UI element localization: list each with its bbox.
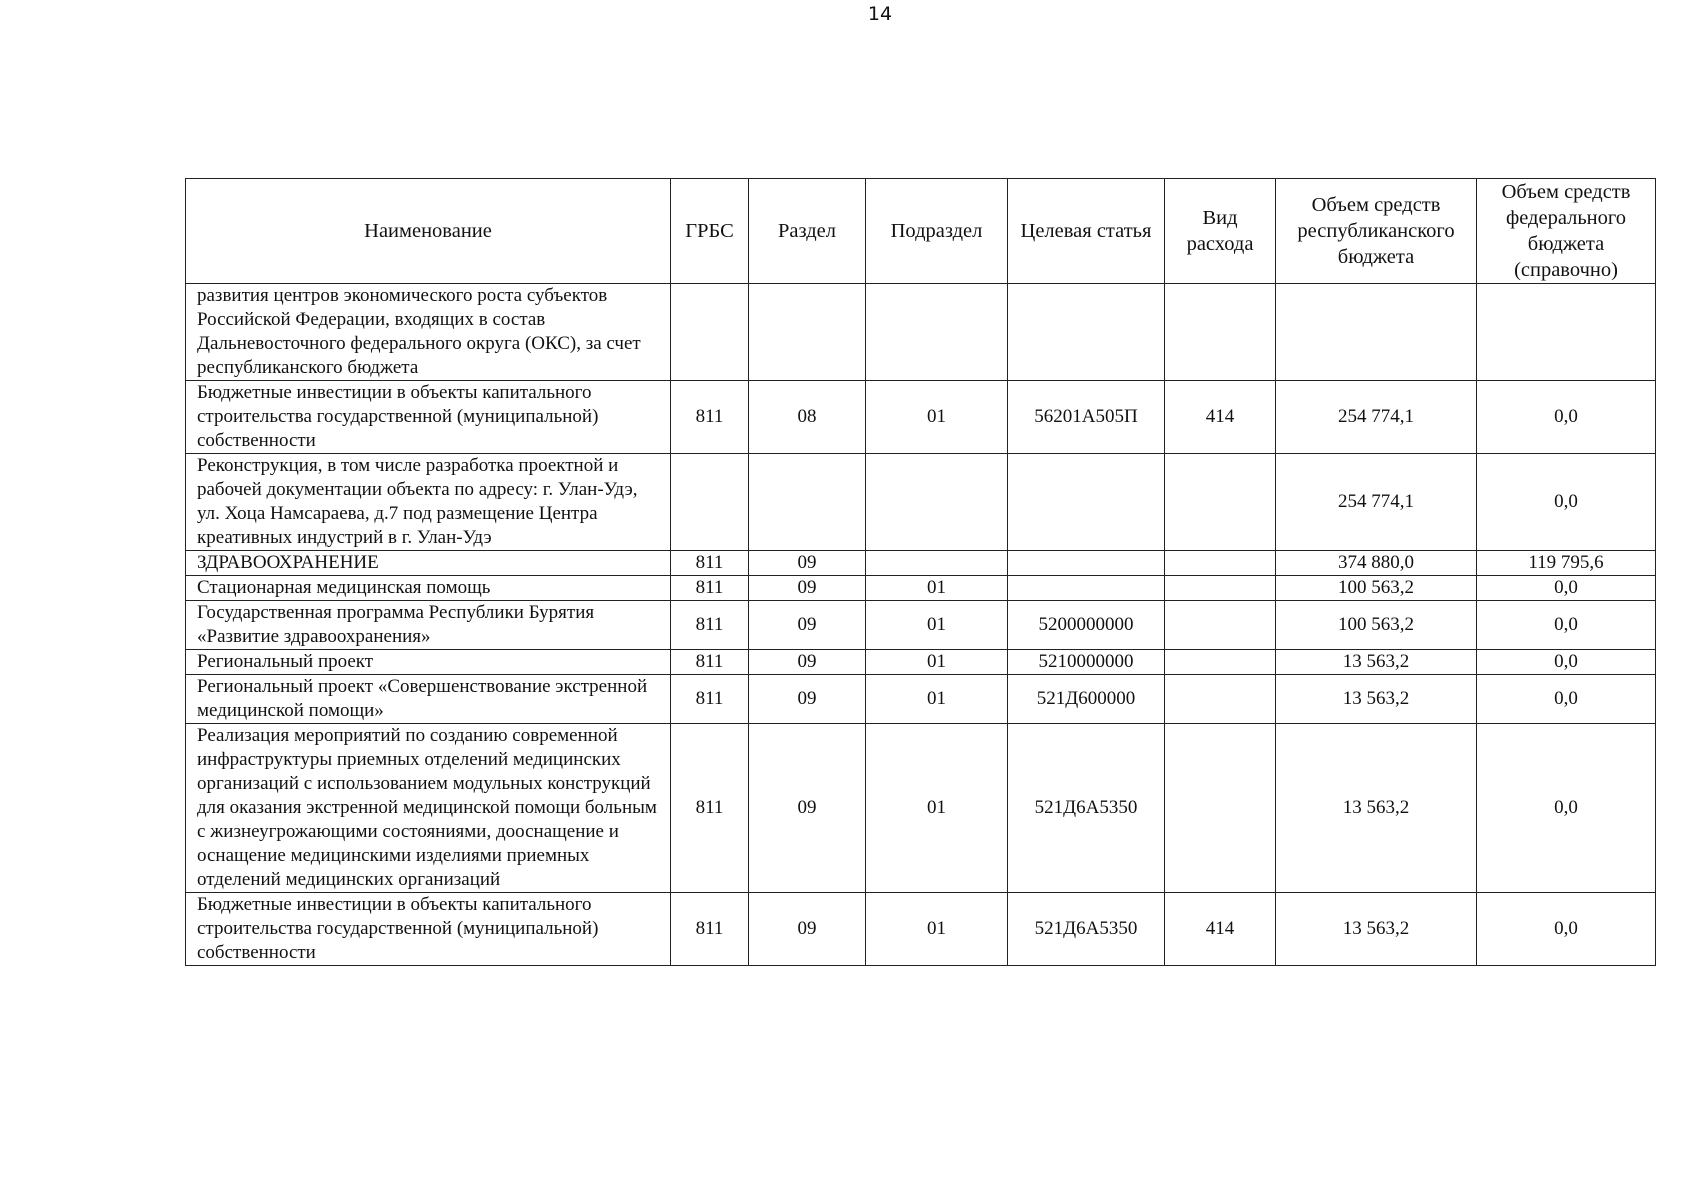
- cell-name: Реализация мероприятий по созданию современной инфраструктуры приемных отделений медицинских организаций с использованием модульных конструкций для оказания экстренной медицинской помощи больным с жизнеугрожающими состояниями, дооснащение и оснащение медицинскими изделиями приемных отделений медицинских организаций: [186, 724, 671, 893]
- cell-section: 08: [749, 381, 866, 454]
- cell-subsection: 01: [866, 893, 1008, 966]
- cell-expense-type: [1165, 284, 1276, 381]
- cell-target: 521Д6А5350: [1008, 724, 1165, 893]
- table-row: [186, 601, 1656, 650]
- cell-section: 09: [749, 650, 866, 675]
- cell-grbs: [671, 454, 749, 551]
- cell-grbs: 811: [671, 551, 749, 576]
- cell-target: [1008, 454, 1165, 551]
- cell-expense-type: [1165, 601, 1276, 650]
- table-row: [186, 381, 1656, 454]
- cell-federal-budget: 0,0: [1477, 650, 1656, 675]
- page-number: 14: [867, 3, 893, 25]
- header-republic-budget: Объем средств республиканского бюджета: [1276, 179, 1477, 284]
- cell-federal-budget: 0,0: [1477, 381, 1656, 454]
- cell-grbs: 811: [671, 650, 749, 675]
- cell-expense-type: [1165, 551, 1276, 576]
- cell-subsection: 01: [866, 724, 1008, 893]
- cell-section: [749, 454, 866, 551]
- table-row: [186, 284, 1656, 381]
- cell-federal-budget: 0,0: [1477, 576, 1656, 601]
- cell-subsection: 01: [866, 601, 1008, 650]
- cell-section: 09: [749, 576, 866, 601]
- cell-section: 09: [749, 601, 866, 650]
- cell-grbs: [671, 284, 749, 381]
- cell-federal-budget: 0,0: [1477, 601, 1656, 650]
- cell-section: 09: [749, 675, 866, 724]
- cell-grbs: 811: [671, 893, 749, 966]
- cell-name: Реконструкция, в том числе разработка проектной и рабочей документации объекта по адресу: г. Улан-Удэ, ул. Хоца Намсараева, д.7 под размещение Центра креативных индустрий в г. Улан-Удэ: [186, 454, 671, 551]
- cell-target: 521Д6А5350: [1008, 893, 1165, 966]
- cell-subsection: 01: [866, 650, 1008, 675]
- cell-republic-budget: 254 774,1: [1276, 381, 1477, 454]
- header-grbs: ГРБС: [671, 179, 749, 284]
- cell-name: Региональный проект: [186, 650, 671, 675]
- cell-target: [1008, 284, 1165, 381]
- cell-target: 5200000000: [1008, 601, 1165, 650]
- table-row: [186, 893, 1656, 966]
- cell-grbs: 811: [671, 724, 749, 893]
- header-federal-budget: Объем средств федерального бюджета (справочно): [1477, 179, 1656, 284]
- cell-subsection: 01: [866, 576, 1008, 601]
- cell-expense-type: 414: [1165, 893, 1276, 966]
- cell-federal-budget: 0,0: [1477, 454, 1656, 551]
- table-header-row: [186, 179, 1656, 284]
- cell-federal-budget: 119 795,6: [1477, 551, 1656, 576]
- budget-table: [185, 178, 1656, 966]
- cell-republic-budget: 13 563,2: [1276, 650, 1477, 675]
- table-row: [186, 650, 1656, 675]
- cell-section: 09: [749, 893, 866, 966]
- cell-federal-budget: 0,0: [1477, 675, 1656, 724]
- cell-section: 09: [749, 724, 866, 893]
- cell-target: 56201А505П: [1008, 381, 1165, 454]
- table-row: [186, 551, 1656, 576]
- cell-name: Бюджетные инвестиции в объекты капитального строительства государственной (муниципальной) собственности: [186, 893, 671, 966]
- cell-republic-budget: 100 563,2: [1276, 576, 1477, 601]
- header-subsection: Подраздел: [866, 179, 1008, 284]
- cell-republic-budget: 374 880,0: [1276, 551, 1477, 576]
- cell-federal-budget: [1477, 284, 1656, 381]
- cell-name: развития центров экономического роста субъектов Российской Федерации, входящих в состав Дальневосточного федерального округа (ОКС), за счет республиканского бюджета: [186, 284, 671, 381]
- cell-target: 521Д600000: [1008, 675, 1165, 724]
- header-target: Целевая статья: [1008, 179, 1165, 284]
- header-name: Наименование: [186, 179, 671, 284]
- cell-name: Региональный проект «Совершенствование экстренной медицинской помощи»: [186, 675, 671, 724]
- cell-federal-budget: 0,0: [1477, 724, 1656, 893]
- cell-grbs: 811: [671, 675, 749, 724]
- cell-grbs: 811: [671, 381, 749, 454]
- cell-grbs: 811: [671, 601, 749, 650]
- cell-expense-type: [1165, 724, 1276, 893]
- cell-name: ЗДРАВООХРАНЕНИЕ: [186, 551, 671, 576]
- header-section: Раздел: [749, 179, 866, 284]
- cell-expense-type: [1165, 675, 1276, 724]
- cell-republic-budget: 254 774,1: [1276, 454, 1477, 551]
- cell-expense-type: [1165, 576, 1276, 601]
- table-row: [186, 576, 1656, 601]
- cell-expense-type: 414: [1165, 381, 1276, 454]
- cell-target: 5210000000: [1008, 650, 1165, 675]
- cell-subsection: 01: [866, 675, 1008, 724]
- cell-subsection: 01: [866, 381, 1008, 454]
- cell-name: Бюджетные инвестиции в объекты капитального строительства государственной (муниципальной) собственности: [186, 381, 671, 454]
- cell-republic-budget: [1276, 284, 1477, 381]
- cell-subsection: [866, 284, 1008, 381]
- table-row: [186, 454, 1656, 551]
- cell-name: Государственная программа Республики Бурятия «Развитие здравоохранения»: [186, 601, 671, 650]
- cell-grbs: 811: [671, 576, 749, 601]
- cell-target: [1008, 551, 1165, 576]
- cell-section: [749, 284, 866, 381]
- cell-subsection: [866, 551, 1008, 576]
- cell-expense-type: [1165, 650, 1276, 675]
- cell-expense-type: [1165, 454, 1276, 551]
- cell-republic-budget: 100 563,2: [1276, 601, 1477, 650]
- cell-name: Стационарная медицинская помощь: [186, 576, 671, 601]
- cell-federal-budget: 0,0: [1477, 893, 1656, 966]
- cell-republic-budget: 13 563,2: [1276, 675, 1477, 724]
- cell-republic-budget: 13 563,2: [1276, 724, 1477, 893]
- cell-subsection: [866, 454, 1008, 551]
- cell-republic-budget: 13 563,2: [1276, 893, 1477, 966]
- cell-target: [1008, 576, 1165, 601]
- cell-section: 09: [749, 551, 866, 576]
- table-row: [186, 724, 1656, 893]
- table-row: [186, 675, 1656, 724]
- header-expense-type: Вид расхода: [1165, 179, 1276, 284]
